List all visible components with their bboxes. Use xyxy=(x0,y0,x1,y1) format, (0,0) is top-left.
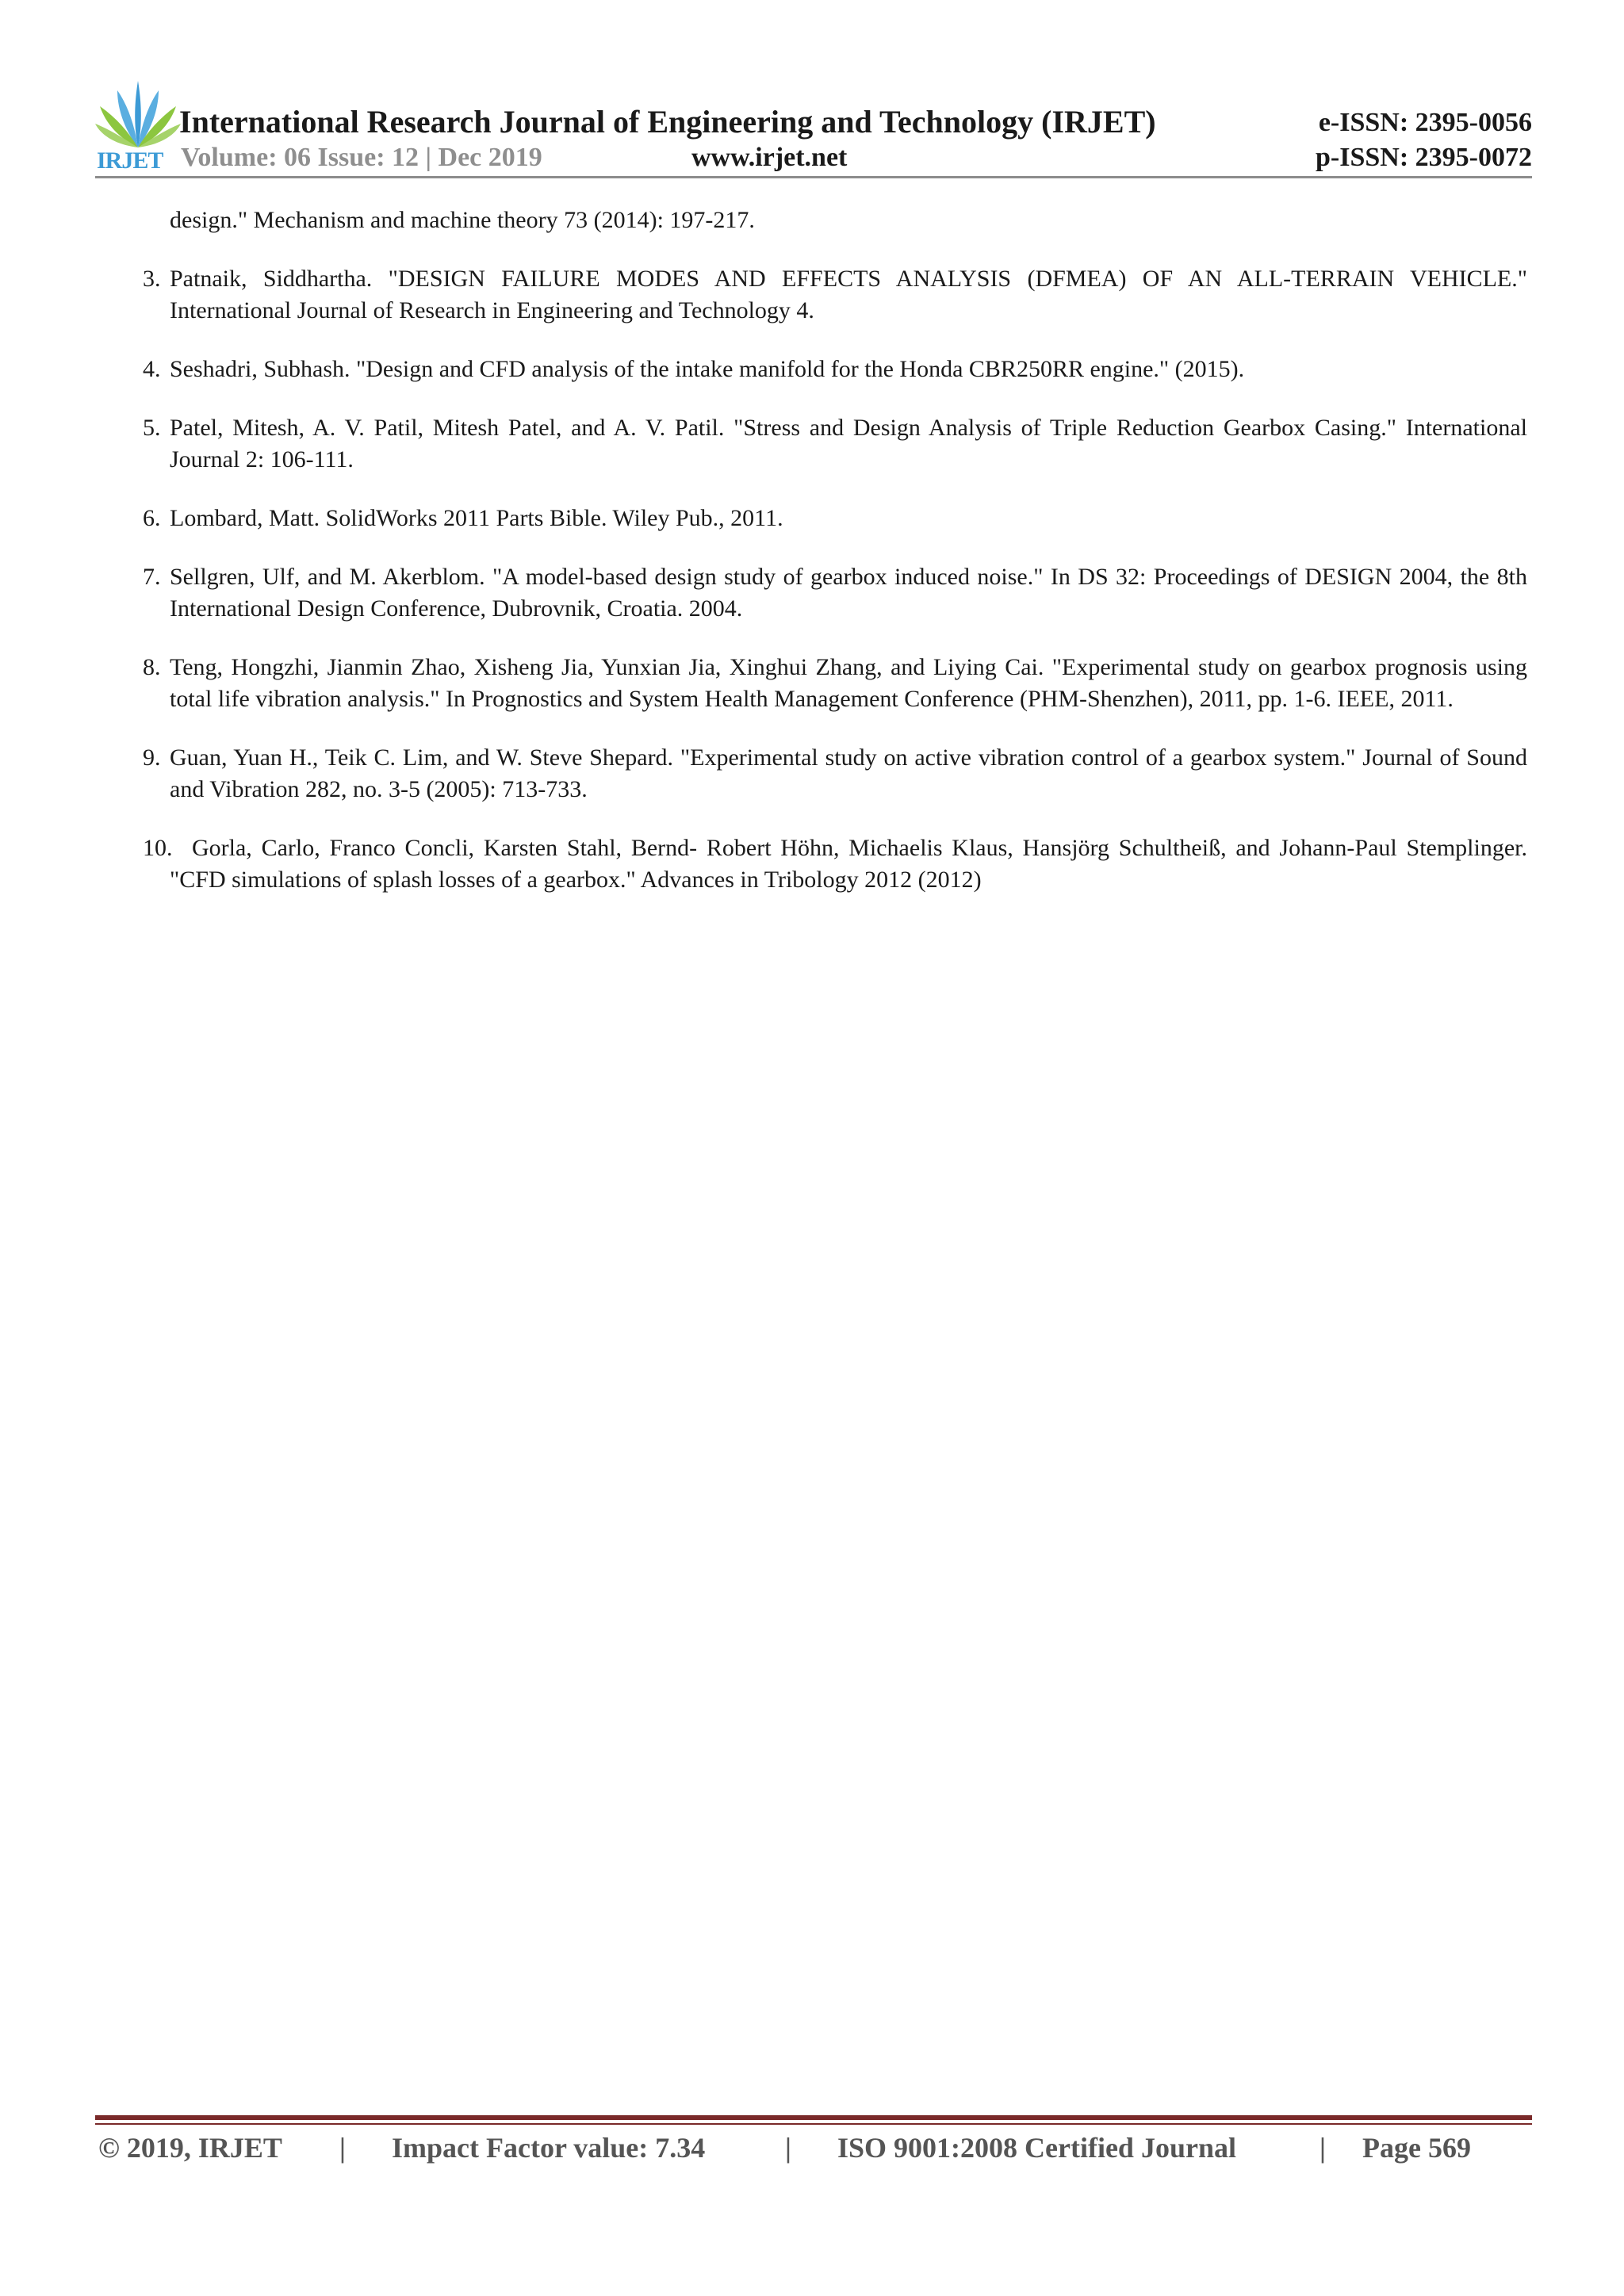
reference-number: 6. xyxy=(143,505,161,531)
reference-item-3 xyxy=(143,263,1527,327)
reference-continuation: design." Mechanism and machine theory 73 (2014): 197-217. xyxy=(170,207,755,233)
page-footer xyxy=(98,2131,1535,2171)
journal-title: International Research Journal of Engineering and Technology (IRJET) xyxy=(179,104,1156,140)
leaf-fan-icon xyxy=(95,79,181,151)
reference-text: Guan, Yuan H., Teik C. Lim, and W. Steve Shepard. "Experimental study on active vibration control of a gearbox system." Journal of Sound and Vibration 282, no. 3-5 (2005): 713-733. xyxy=(170,744,1527,802)
reference-text: Patnaik, Siddhartha. "DESIGN FAILURE MODES AND EFFECTS ANALYSIS (DFMEA) OF AN ALL-TERRAIN VEHICLE." International Journal of Research in Engineering and Technology 4. xyxy=(170,266,1527,323)
footer-separator: | xyxy=(339,2132,346,2164)
reference-text: Sellgren, Ulf, and M. Akerblom. "A model-based design study of gearbox induced noise." In DS 32: Proceedings of DESIGN 2004, the 8th International Design Conference, Dubrovnik, Croatia. 2004. xyxy=(170,564,1527,622)
reference-item-7 xyxy=(143,561,1527,625)
reference-item-4 xyxy=(143,354,1527,385)
reference-list xyxy=(143,205,1527,923)
header-divider xyxy=(95,176,1532,178)
reference-number: 7. xyxy=(143,564,161,590)
footer-copyright: © 2019, IRJET xyxy=(98,2132,282,2164)
reference-text: Gorla, Carlo, Franco Concli, Karsten Stahl, Bernd- Robert Höhn, Michaelis Klaus, Hansjörg Schultheiß, and Johann-Paul Stemplinger. "CFD simulations of splash losses of a gearbox." Advances in Tribology 2012 (2012) xyxy=(170,835,1527,893)
reference-item-6 xyxy=(143,503,1527,534)
reference-text: Teng, Hongzhi, Jianmin Zhao, Xisheng Jia, Yunxian Jia, Xinghui Zhang, and Liying Cai. "Experimental study on gearbox prognosis using total life vibration analysis." In Prognostics and System Health Management Conference (PHM-Shenzhen), 2011, pp. 1-6. IEEE, 2011. xyxy=(170,654,1527,712)
reference-number: 9. xyxy=(143,744,161,771)
footer-divider-thin xyxy=(95,2123,1532,2125)
reference-item-5 xyxy=(143,412,1527,476)
reference-number: 3. xyxy=(143,266,161,292)
reference-item-10 xyxy=(143,832,1527,896)
website-link[interactable]: www.irjet.net xyxy=(691,143,848,172)
reference-number: 4. xyxy=(143,356,161,382)
reference-text: Seshadri, Subhash. "Design and CFD analysis of the intake manifold for the Honda CBR250RR engine." (2015). xyxy=(170,356,1245,382)
page-header xyxy=(95,79,1532,176)
footer-separator: | xyxy=(785,2132,791,2164)
footer-divider-thick xyxy=(95,2115,1532,2120)
reference-number: 5. xyxy=(143,415,161,441)
footer-page-number: Page 569 xyxy=(1362,2132,1471,2164)
reference-item-8 xyxy=(143,652,1527,715)
irjet-logo xyxy=(95,79,181,176)
reference-text: Patel, Mitesh, A. V. Patil, Mitesh Patel, and A. V. Patil. "Stress and Design Analysis of Triple Reduction Gearbox Casing." International Journal 2: 106-111. xyxy=(170,415,1527,473)
footer-impact-factor: Impact Factor value: 7.34 xyxy=(392,2132,706,2164)
footer-iso: ISO 9001:2008 Certified Journal xyxy=(837,2132,1236,2164)
footer-separator: | xyxy=(1320,2132,1326,2164)
volume-issue: Volume: 06 Issue: 12 | Dec 2019 xyxy=(181,143,542,172)
pissn: p-ISSN: 2395-0072 xyxy=(1316,143,1532,172)
eissn: e-ISSN: 2395-0056 xyxy=(1318,108,1532,137)
reference-text: Lombard, Matt. SolidWorks 2011 Parts Bible. Wiley Pub., 2011. xyxy=(170,505,783,531)
reference-item-9 xyxy=(143,742,1527,806)
logo-text: IRJET xyxy=(97,147,163,174)
reference-number: 8. xyxy=(143,654,161,680)
reference-number: 10. xyxy=(143,835,173,861)
